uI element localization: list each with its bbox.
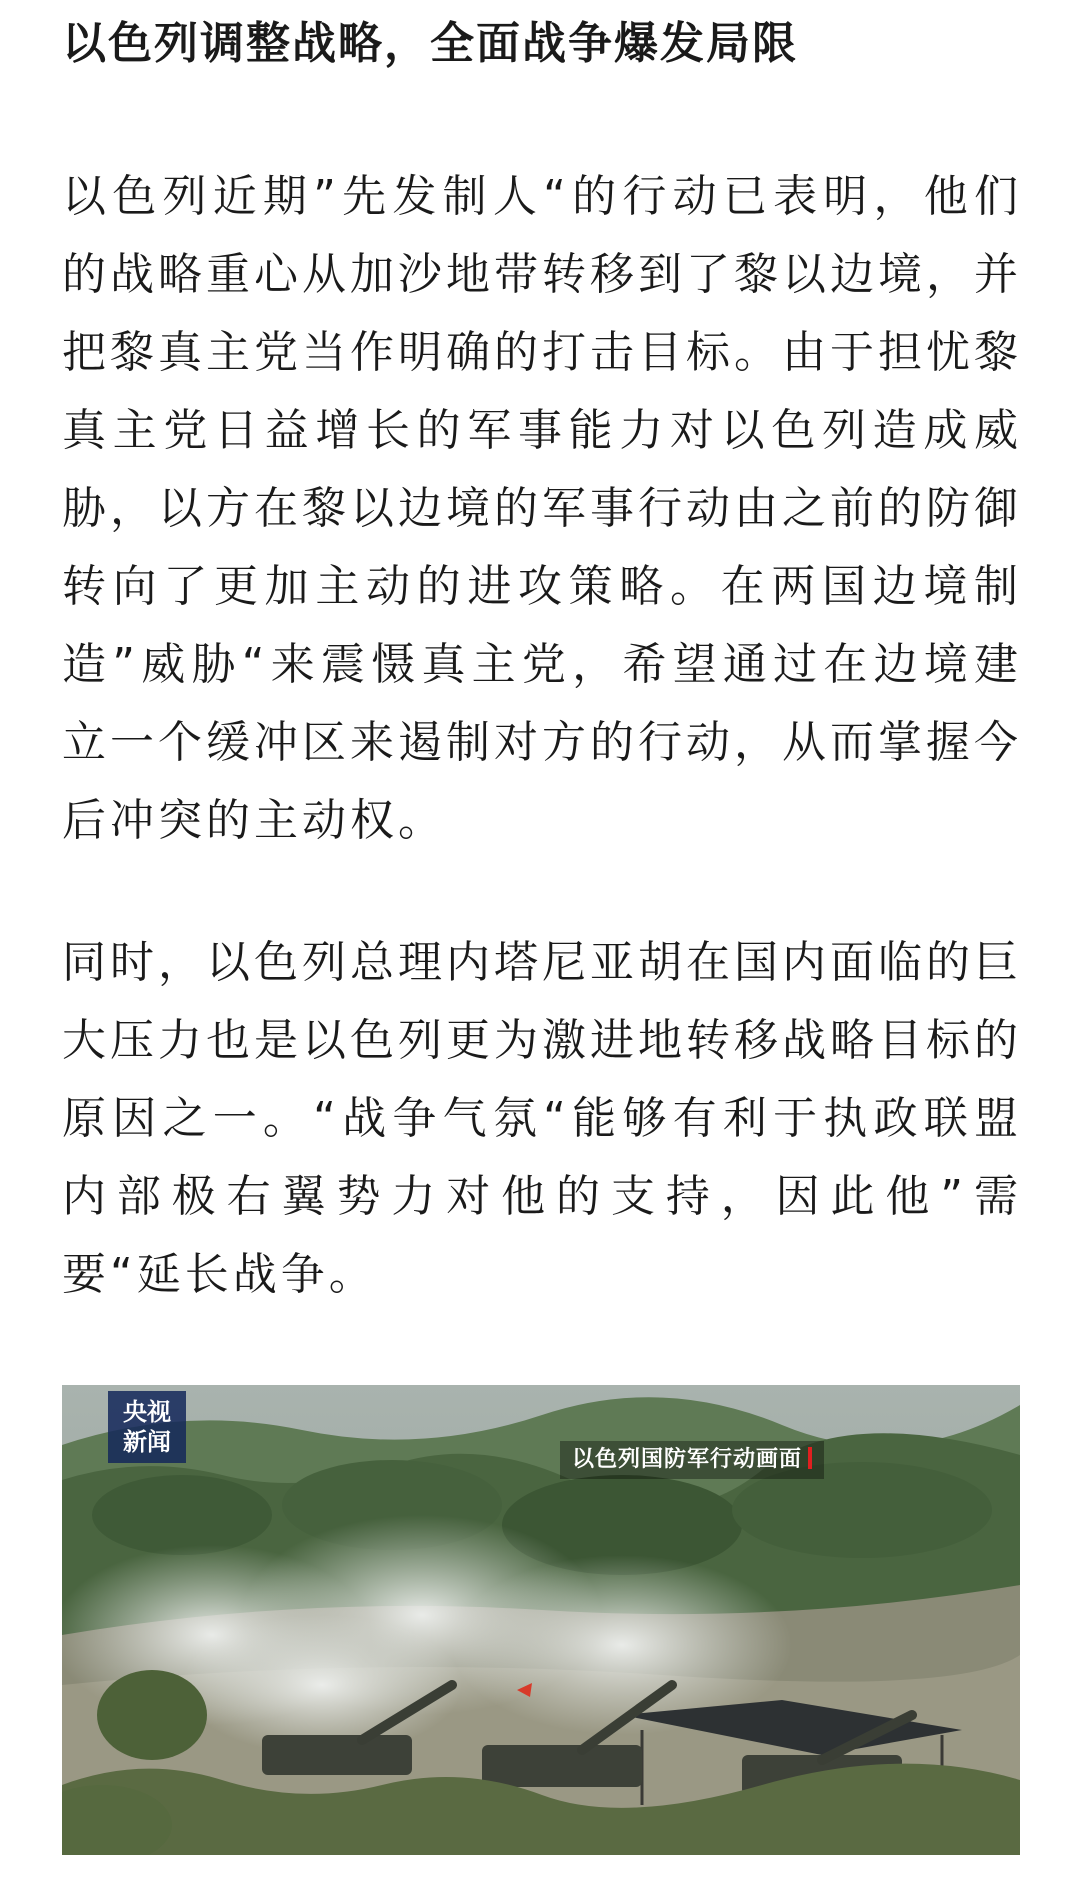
logo-line-2: 新闻 [123, 1428, 171, 1456]
caption-red-marker [808, 1447, 812, 1469]
article-heading: 以色列调整战略，全面战争爆发局限 [62, 18, 798, 69]
photo-caption [560, 1441, 824, 1479]
cctv-news-logo [108, 1391, 186, 1463]
article-paragraph-2: 同时，以色列总理内塔尼亚胡在国内面临的巨大压力也是以色列更为激进地转移战略目标的原因之一。“战争气氛“能够有利于执政联盟内部极右翼势力对他的支持，因此他”需要“延长战争。 [62, 937, 1022, 1300]
logo-line-1: 央视 [123, 1398, 171, 1426]
artillery-scene-illustration [62, 1385, 1020, 1855]
news-photo[interactable] [62, 1385, 1020, 1855]
photo-caption-text: 以色列国防军行动画面 [572, 1447, 803, 1472]
article-paragraph-1: 以色列近期”先发制人“的行动已表明，他们的战略重心从加沙地带转移到了黎以边境，并把黎真主党当作明确的打击目标。由于担忧黎真主党日益增长的军事能力对以色列造成威胁，以方在黎以边境的军事行动由之前的防御转向了更加主动的进攻策略。在两国边境制造”威胁“来震慑真主党，希望通过在边境建立一个缓冲区来遏制对方的行动，从而掌握今后冲突的主动权。 [62, 171, 1022, 846]
